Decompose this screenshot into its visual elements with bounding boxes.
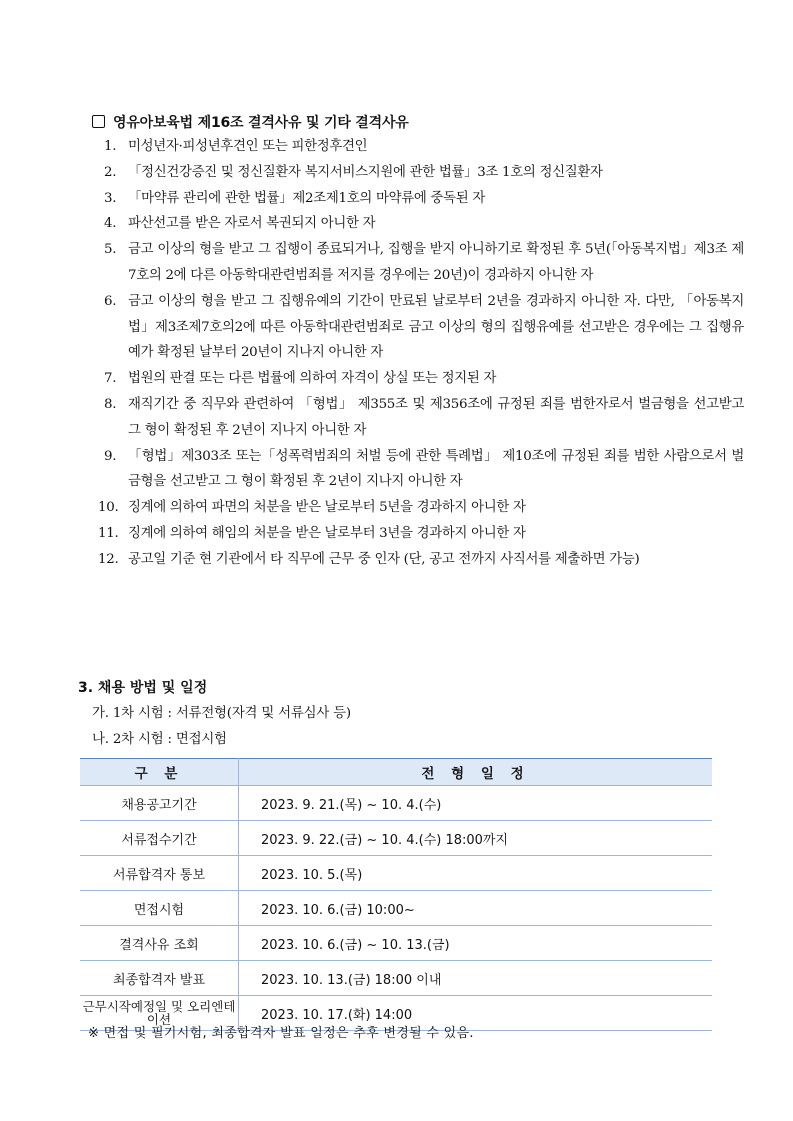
- list-item: 8. 재직기간 중 직무와 관련하여 「형법」 제355조 및 제356조에 규정된 죄를 범한자로서 벌금형을 선고받고 그 형이 확정된 후 2년이 지나지 아니한 자: [104, 396, 744, 438]
- table-row: [80, 926, 712, 961]
- table-row: [80, 856, 712, 891]
- row-label: 면접시험: [80, 891, 239, 926]
- list-item: 2. 「정신건강증진 및 정신질환자 복지서비스지원에 관한 법률」3조 1호의 정신질환자: [104, 164, 603, 180]
- table-row: [80, 786, 712, 821]
- list-item: 10. 징계에 의하여 파면의 처분을 받은 날로부터 5년을 경과하지 아니한 자: [98, 500, 526, 516]
- exam-stage-2: 나. 2차 시험 : 면접시험: [92, 732, 227, 747]
- row-label: 서류접수기간: [80, 821, 239, 856]
- list-item: 1. 미성년자·피성년후견인 또는 피한정후견인: [104, 139, 368, 154]
- header-schedule: 전 형 일 정: [239, 759, 713, 786]
- row-value: 2023. 9. 21.(목) ~ 10. 4.(수): [239, 786, 713, 821]
- disqualification-heading: [92, 112, 409, 132]
- header-category: 구 분: [80, 759, 239, 786]
- exam-stage-1: 가. 1차 시험 : 서류전형(자격 및 서류심사 등): [92, 706, 351, 721]
- row-value: 2023. 10. 6.(금) 10:00~: [239, 891, 713, 926]
- list-item: 4. 파산선고를 받은 자로서 복권되지 아니한 자: [104, 216, 376, 232]
- table-row: [80, 891, 712, 926]
- row-label: 최종합격자 발표: [80, 961, 239, 996]
- section-3-heading: 3. 채용 방법 및 일정: [78, 680, 208, 696]
- row-value: 2023. 10. 6.(금) ~ 10. 13.(금): [239, 926, 713, 961]
- schedule-table: [80, 758, 712, 1031]
- list-item: 3. 「마약류 관리에 관한 법률」제2조제1호의 마약류에 중독된 자: [104, 190, 485, 206]
- list-item: 12. 공고일 기준 현 기관에서 타 직무에 근무 중 인자 (단, 공고 전까지 사직서를 제출하면 가능): [98, 551, 640, 567]
- row-label: 근무시작예정일 및 오리엔테이션: [80, 996, 239, 1031]
- row-label: 결격사유 조회: [80, 926, 239, 961]
- row-label: 서류합격자 통보: [80, 856, 239, 891]
- list-item: 5. 금고 이상의 형을 받고 그 집행이 종료되거나, 집행을 받지 아니하기로 확정된 후 5년(「아동복지법」제3조 제7호의 2에 다른 아동학대관련범죄를 저지를 경우에는 20년)이 경과하지 아니한 자: [104, 242, 744, 283]
- list-item: 6. 금고 이상의 형을 받고 그 집행유예의 기간이 만료된 날로부터 2년을 경과하지 아니한 자. 다만, 「아동복지법」제3조제7호의2에 따른 아동학대관련범죄로 금고 이상의 형의 집행유예를 선고받은 경우에는 그 집행유예가 확정된 날부터 20년이 지나지 아니한 자: [104, 293, 744, 361]
- table-header-row: [80, 759, 712, 786]
- row-value: 2023. 10. 5.(목): [239, 856, 713, 891]
- list-item: 7. 법원의 판결 또는 다른 법률에 의하여 자격이 상실 또는 정지된 자: [104, 371, 497, 387]
- checkbox-square-icon: [92, 115, 105, 128]
- row-value: 2023. 10. 13.(금) 18:00 이내: [239, 961, 713, 996]
- row-value: 2023. 10. 17.(화) 14:00: [239, 996, 713, 1031]
- list-item: 11. 징계에 의하여 해임의 처분을 받은 날로부터 3년을 경과하지 아니한 자: [98, 525, 526, 541]
- table-row: [80, 961, 712, 996]
- schedule-note: ※ 면접 및 필기시험, 최종합격자 발표 일정은 추후 변경될 수 있음.: [88, 1026, 474, 1041]
- disqualification-list: [98, 134, 744, 573]
- list-item: 9. 「형법」제303조 또는「성폭력범죄의 처벌 등에 관한 특례법」 제10조에 규정된 죄를 범한 사람으로서 벌금형을 선고받고 그 형이 확정된 후 2년이 지나지 아니한 자: [104, 448, 744, 490]
- disqualification-heading-text: 영유아보육법 제16조 결격사유 및 기타 결격사유: [113, 115, 409, 131]
- table-row: [80, 821, 712, 856]
- row-label: 채용공고기간: [80, 786, 239, 821]
- row-value: 2023. 9. 22.(금) ~ 10. 4.(수) 18:00까지: [239, 821, 713, 856]
